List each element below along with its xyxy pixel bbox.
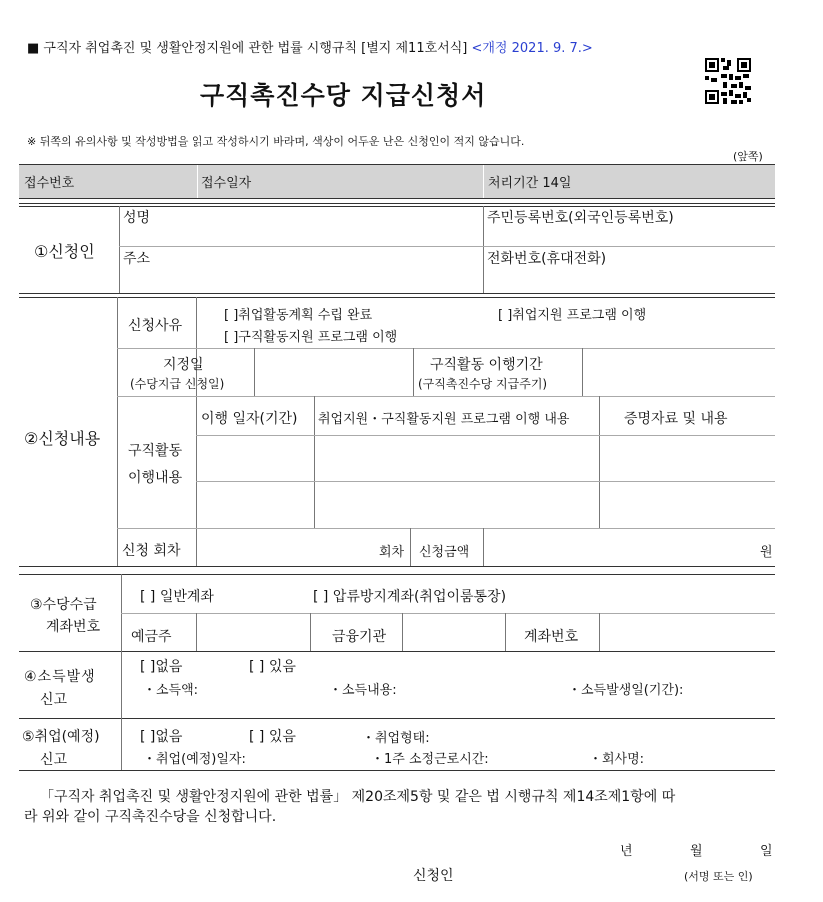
date-year-label: 년 [620, 844, 633, 859]
designated-date-sublabel: (수당지급 신청일) [130, 377, 225, 391]
col-activity-date: 이행 일자(기간) [201, 411, 298, 427]
col-proof: 증명자료 및 내용 [624, 411, 728, 427]
activity-content-label2: 이행내용 [128, 470, 183, 486]
account-option-protected[interactable]: [ ] 압류방지계좌(취업이룸통장) [313, 589, 507, 605]
qr-code-icon [705, 58, 751, 104]
address-label: 주소 [123, 251, 151, 267]
rule-prefix: ■ 구직자 취업촉진 및 생활안정지원에 관한 법률 시행규칙 [별지 제11호서식] [27, 41, 468, 56]
account-option-normal[interactable]: [ ] 일반계좌 [140, 589, 214, 605]
form-title: 구직촉진수당 지급신청서 [200, 81, 487, 110]
reason-option-plan[interactable]: [ ]취업활동계획 수립 완료 [224, 308, 373, 323]
activity-period-label: 구직활동 이행기간 [430, 357, 543, 373]
page-side: (앞쪽) [733, 150, 763, 163]
account-number-label: 계좌번호 [524, 629, 579, 645]
weekly-hours-label: ・1주 소정근로시간: [371, 752, 489, 767]
receipt-date-label: 접수일자 [201, 176, 252, 191]
declaration-line2: 라 위와 같이 구직촉진수당을 신청합니다. [24, 809, 277, 825]
request-section-label: ②신청내용 [24, 429, 101, 448]
amount-label: 신청금액 [419, 545, 470, 560]
income-option-none[interactable]: [ ]없음 [140, 659, 183, 675]
round-unit: 회차 [379, 545, 405, 560]
income-content-label: ・소득내용: [329, 683, 397, 698]
activity-content-label1: 구직활동 [128, 443, 183, 459]
phone-label: 전화번호(휴대전화) [487, 251, 607, 267]
applicant-section-label: ①신청인 [34, 242, 95, 261]
name-label: 성명 [123, 210, 151, 226]
account-section-label2: 계좌번호 [46, 619, 101, 635]
designated-date-label: 지정일 [163, 357, 204, 373]
employment-option-yes[interactable]: [ ] 있음 [249, 729, 296, 745]
receipt-number-label: 접수번호 [24, 176, 75, 191]
declaration-line1: 「구직자 취업촉진 및 생활안정지원에 관한 법률」 제20조제5항 및 같은 법 시행규칙 제14조제1항에 따 [40, 789, 676, 805]
account-section-label1: ③수당수급 [30, 597, 97, 613]
bank-label: 금융기관 [332, 629, 387, 645]
employment-section-label1: ⑤취업(예정) [22, 729, 100, 745]
applicant-sign-label: 신청인 [413, 868, 454, 884]
amount-unit: 원 [760, 545, 773, 560]
income-section-label2: 신고 [40, 692, 68, 708]
rule-reference [27, 37, 593, 56]
activity-period-sublabel: (구직촉진수당 지급주기) [418, 377, 548, 391]
col-program-content: 취업지원・구직활동지원 프로그램 이행 내용 [318, 412, 570, 427]
receipt-band [19, 165, 775, 198]
employment-option-none[interactable]: [ ]없음 [140, 729, 183, 745]
income-date-label: ・소득발생일(기간): [568, 683, 684, 698]
account-holder-label: 예금주 [131, 629, 172, 645]
date-day-label: 일 [760, 844, 773, 859]
notice: ※ 뒤쪽의 유의사항 및 작성방법을 읽고 작성하시기 바라며, 색상이 어두운 난은 신청인이 적지 않습니다. [27, 135, 525, 148]
reason-option-employment-program[interactable]: [ ]취업지원 프로그램 이행 [498, 308, 647, 323]
income-amount-label: ・소득액: [143, 683, 199, 698]
processing-period: 처리기간 14일 [488, 176, 572, 191]
income-option-yes[interactable]: [ ] 있음 [249, 659, 296, 675]
employment-type-label: ・취업형태: [362, 731, 430, 746]
date-month-label: 월 [690, 844, 703, 859]
reason-label: 신청사유 [128, 318, 183, 334]
employment-date-label: ・취업(예정)일자: [143, 752, 246, 767]
reason-option-jobsearch-program[interactable]: [ ]구직활동지원 프로그램 이행 [224, 330, 398, 345]
income-section-label1: ④소득발생 [24, 669, 96, 685]
revision-date: <개정 2021. 9. 7.> [471, 41, 593, 56]
sign-hint: (서명 또는 인) [684, 870, 753, 883]
employment-section-label2: 신고 [40, 752, 68, 768]
rrn-label: 주민등록번호(외국인등록번호) [487, 210, 674, 226]
company-name-label: ・회사명: [589, 752, 645, 767]
round-label: 신청 회차 [122, 543, 181, 559]
